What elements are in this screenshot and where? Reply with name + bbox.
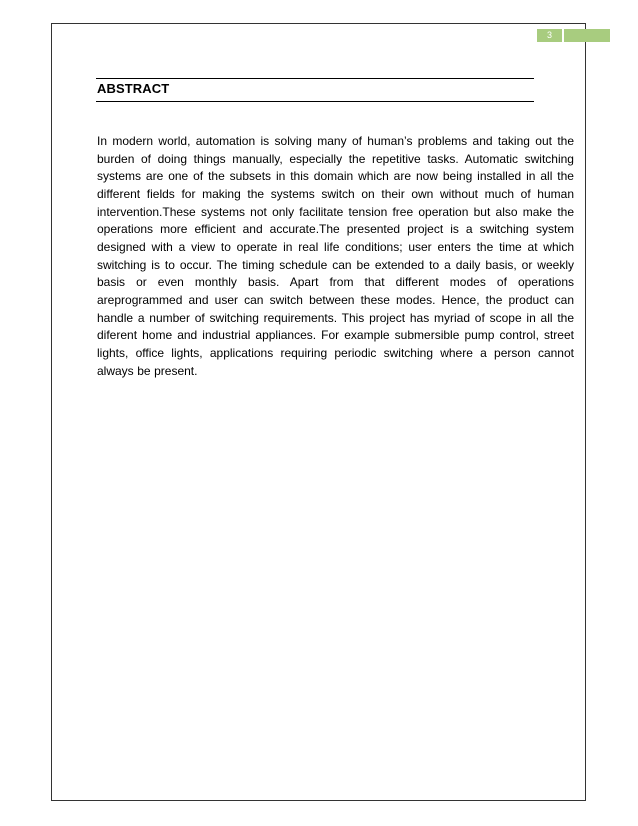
heading-rule-bottom (96, 101, 534, 102)
heading-rule-top (96, 78, 534, 79)
section-heading: ABSTRACT (97, 81, 170, 96)
abstract-paragraph: In modern world, automation is solving many of human’s problems and taking out the burden of doing things manually, especially the repetitive tasks. Automatic switching systems are one of the subsets in this domain which are now being installed in all the different fields for making the systems switch on their own without much of human intervention.These systems not only facilitate tension free operation but also make the operations more efficient and accurate.The presented project is a switching system designed with a view to operate in real life conditions; user enters the time at which switching is to occur. The timing schedule can be extended to a daily basis, or weekly basis or even monthly basis. Apart from that different modes of operations areprogrammed and user can switch between these modes. Hence, the product can handle a number of switching requirements. This project has myriad of scope in all the diferent home and industrial appliances. For example submersible pump control, street lights, office lights, applications requiring periodic switching where a person cannot always be present. (97, 134, 574, 378)
page-number-badge (537, 29, 610, 42)
page-number: 3 (537, 29, 562, 42)
page-number-accent-bar (564, 29, 610, 42)
